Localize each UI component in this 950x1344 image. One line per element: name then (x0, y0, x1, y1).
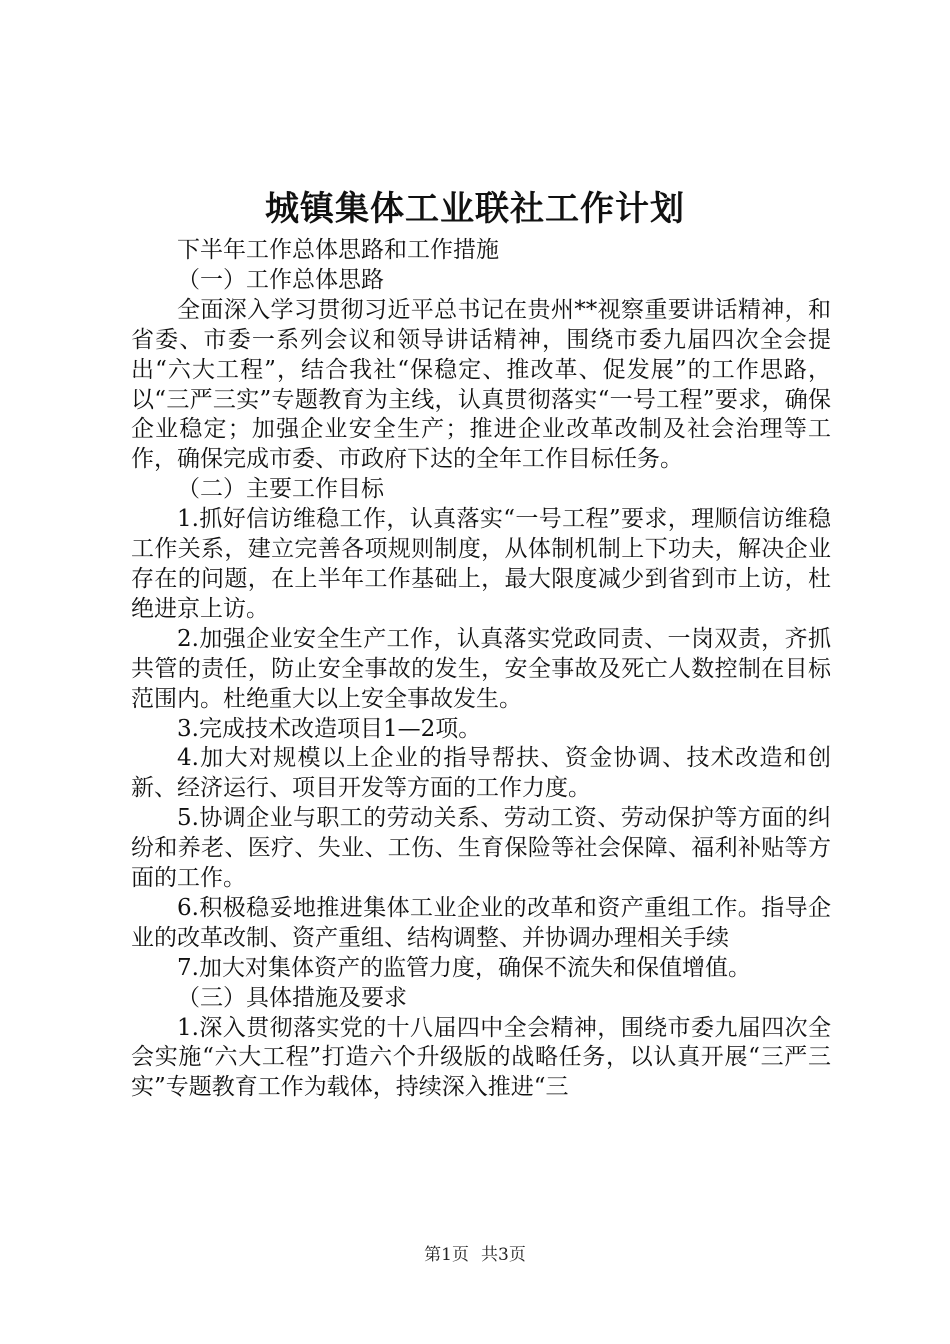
list-item: 7.加大对集体资产的监管力度，确保不流失和保值增值。 (177, 954, 751, 981)
list-item: 1.深入贯彻落实党的十八届四中全会精神，围绕市委九届四次全会实施“六大工程”打造六个升级版的战略任务，以认真开展“三严三实”专题教育工作为载体，持续深入推进“三 (131, 1014, 831, 1101)
paragraph: 全面深入学习贯彻习近平总书记在贵州**视察重要讲话精神，和省委、市委一系列会议和领导讲话精神，围绕市委九届四次全会提出“六大工程”，结合我社“保稳定、推改革、促发展”的工作思路，以“三严三实”专题教育为主线，认真贯彻落实“一号工程”要求，确保企业稳定；加强企业安全生产；推进企业改革改制及社会治理等工作，确保完成市委、市政府下达的全年工作目标任务。 (131, 296, 831, 473)
list-item: 6.积极稳妥地推进集体工业企业的改革和资产重组工作。指导企业的改革改制、资产重组、结构调整、并协调办理相关手续 (131, 894, 831, 951)
list-item: 2.加强企业安全生产工作，认真落实党政同责、一岗双责，齐抓共管的责任，防止安全事故的发生，安全事故及死亡人数控制在目标范围内。杜绝重大以上安全事故发生。 (131, 625, 831, 712)
list-item: 4.加大对规模以上企业的指导帮扶、资金协调、技术改造和创新、经济运行、项目开发等方面的工作力度。 (131, 745, 831, 802)
document-title: 城镇集体工业联社工作计划 (265, 189, 685, 229)
page-footer (0, 1243, 950, 1267)
document-body (131, 236, 831, 1103)
list-item: 3.完成技术改造项目1—2项。 (177, 715, 482, 742)
subsection-heading: （一）工作总体思路 (177, 266, 384, 293)
list-item: 1.抓好信访维稳工作，认真落实“一号工程”要求，理顺信访维稳工作关系，建立完善各项规则制度，从体制机制上下功夫，解决企业存在的问题，在上半年工作基础上，最大限度减少到省到市上访，杜绝进京上访。 (131, 506, 831, 622)
subsection-heading: （二）主要工作目标 (177, 476, 384, 503)
page-total: 共3页 (481, 1245, 526, 1265)
page-number: 第1页 (424, 1245, 469, 1265)
section-heading: 下半年工作总体思路和工作措施 (177, 237, 499, 263)
list-item: 5.协调企业与职工的劳动关系、劳动工资、劳动保护等方面的纠纷和养老、医疗、失业、工伤、生育保险等社会保障、福利补贴等方面的工作。 (131, 805, 831, 892)
subsection-heading: （三）具体措施及要求 (177, 984, 407, 1011)
